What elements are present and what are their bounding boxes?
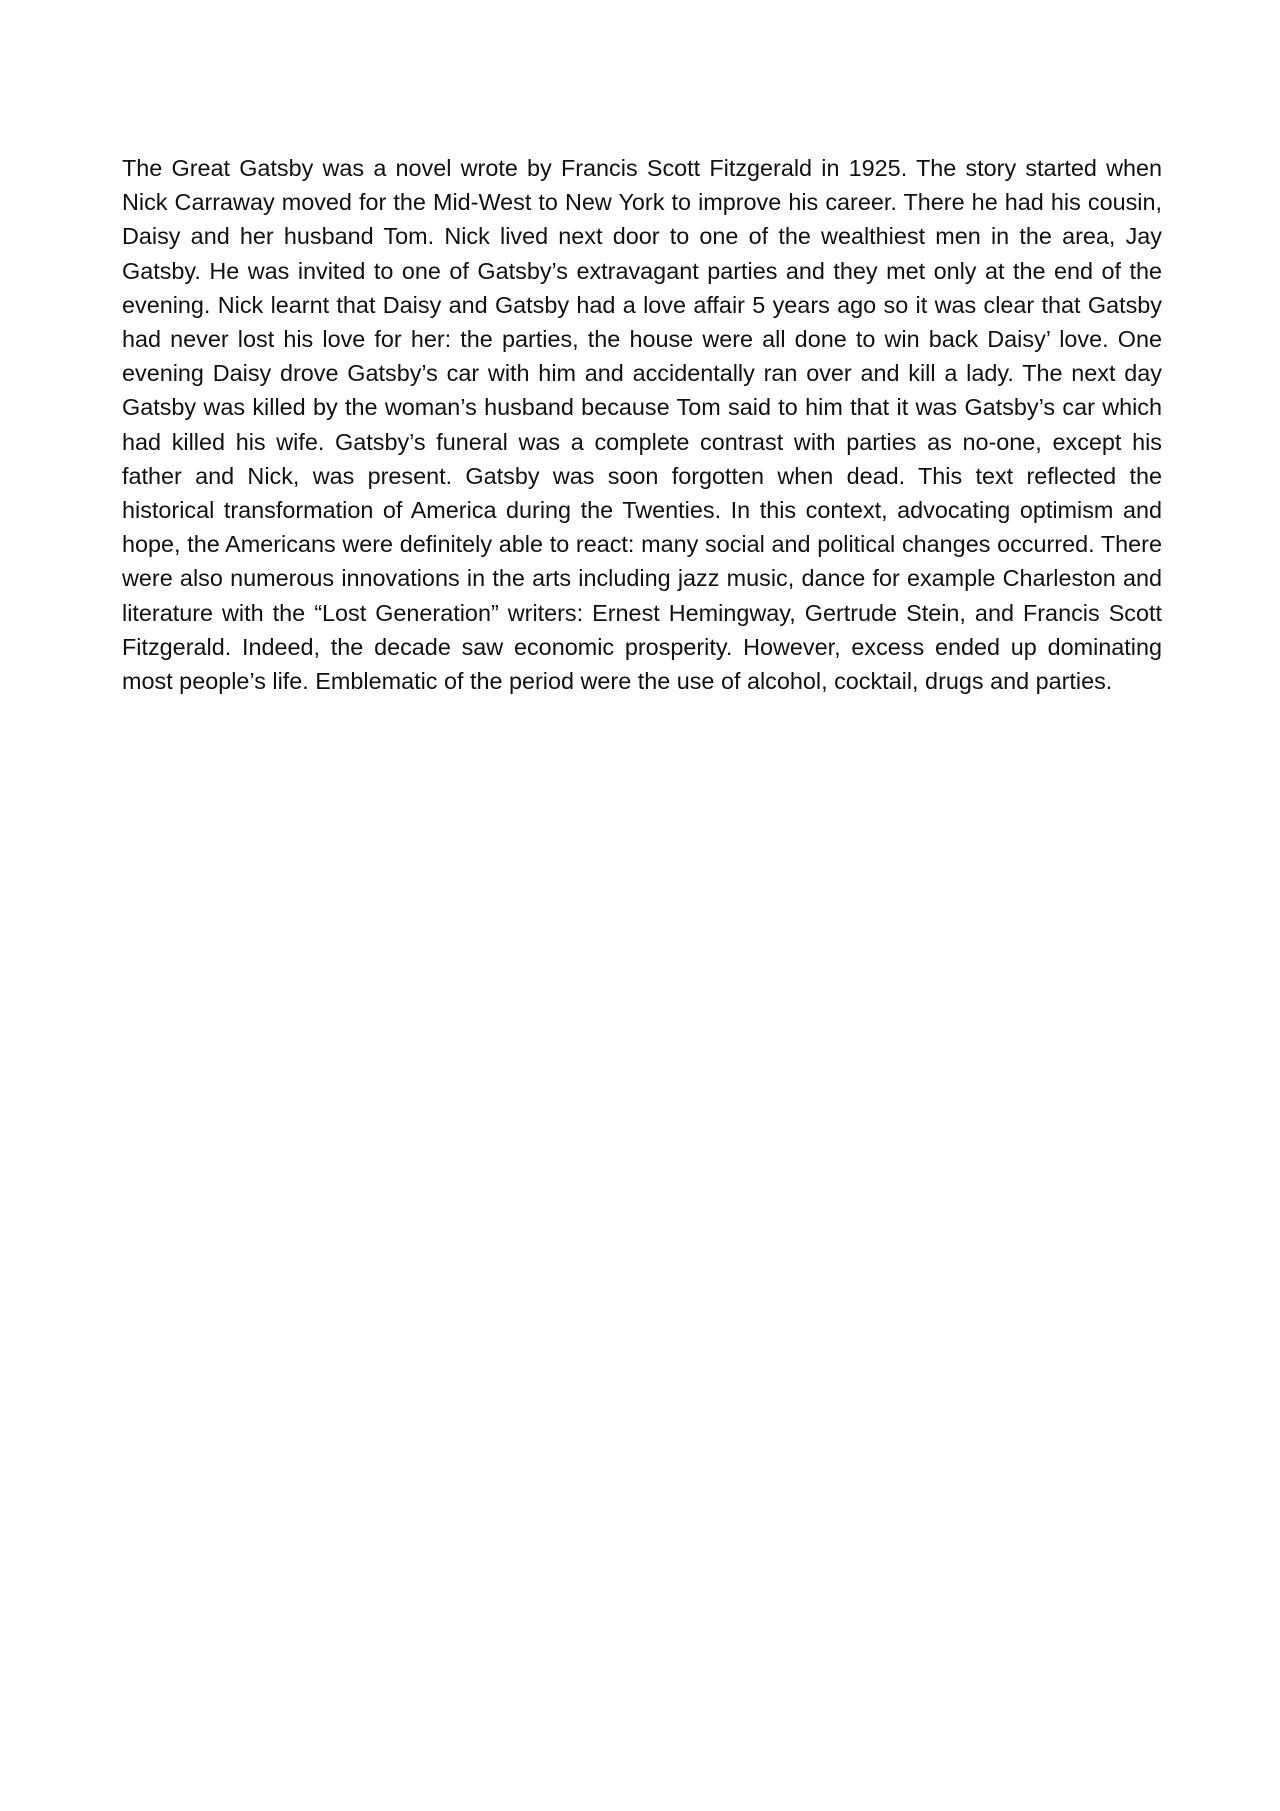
body-paragraph: The Great Gatsby was a novel wrote by Francis Scott Fitzgerald in 1925. The story started when Nick Carraway moved for the Mid-West to New York to improve his career. There he had his cousin, Daisy and her husband Tom. Nick lived next door to one of the wealthiest men in the area, Jay Gatsby. He was invited to one of Gatsby’s extravagant parties and they met only at the end of the evening. Nick learnt that Daisy and Gatsby had a love affair 5 years ago so it was clear that Gatsby had never lost his love for her: the parties, the house were all done to win back Daisy’ love. One evening Daisy drove Gatsby’s car with him and accidentally ran over and kill a lady. The next day Gatsby was killed by the woman’s husband because Tom said to him that it was Gatsby’s car which had killed his wife. Gatsby’s funeral was a complete contrast with parties as no-one, except his father and Nick, was present. Gatsby was soon forgotten when dead. This text reflected the historical transformation of America during the Twenties. In this context, advocating optimism and hope, the Americans were definitely able to react: many social and political changes occurred. There were also numerous innovations in the arts including jazz music, dance for example Charleston and literature with the “Lost Generation” writers: Ernest Hemingway, Gertrude Stein, and Francis Scott Fitzgerald. Indeed, the decade saw economic prosperity. However, excess ended up dominating most people’s life. Emblematic of the period were the use of alcohol, cocktail, drugs and parties. (122, 155, 1162, 695)
